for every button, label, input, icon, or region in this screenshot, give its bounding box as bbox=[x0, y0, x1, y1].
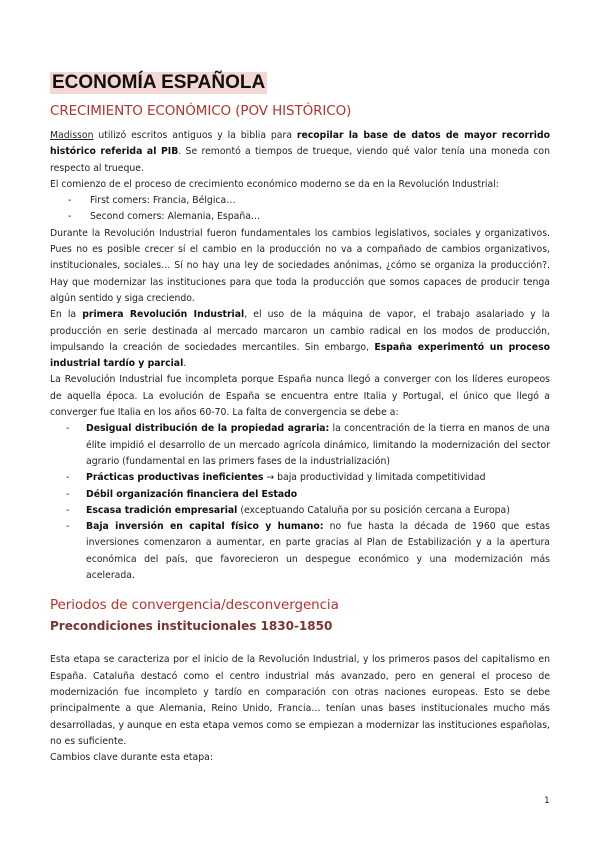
page-number: 1 bbox=[544, 796, 550, 806]
causes-list bbox=[50, 421, 550, 584]
document-title: ECONOMÍA ESPAÑOLA bbox=[52, 72, 266, 93]
author-name: Madisson bbox=[50, 130, 94, 141]
text-span: En la bbox=[50, 309, 83, 321]
paragraph-madisson bbox=[50, 128, 550, 177]
list-item: - Second comers: Alemania, España… bbox=[68, 211, 261, 223]
text-span: , el uso de la máquina de vapor, el trabajo asalariado y la producción en serie destinada al mercado marcaron un cambio radical en los modos de producción, impulsando la creación de sociedades mercantiles. Sin embargo, bbox=[50, 309, 550, 353]
section-heading-crecimiento: CRECIMIENTO ECONÓMICO (POV HISTÓRICO) bbox=[50, 103, 352, 119]
section-heading-periodos: Periodos de convergencia/desconvergencia bbox=[50, 597, 339, 614]
bold-span: primera Revolución Industrial bbox=[82, 309, 245, 321]
text-span: → baja productividad y limitada competitividad bbox=[263, 472, 486, 484]
paragraph-primera-revolucion bbox=[50, 307, 550, 372]
list-item-text: First comers: Francia, Bélgica… bbox=[90, 195, 236, 207]
paragraph-cambios-clave: Cambios clave durante esta etapa: bbox=[50, 752, 213, 764]
list-item: - Débil organización financiera del Estado bbox=[66, 488, 298, 500]
page-content bbox=[50, 72, 550, 766]
bold-span: Prácticas productivas ineficientes bbox=[86, 472, 264, 484]
list-item-text: Second comers: Alemania, España… bbox=[90, 211, 261, 223]
text-span: la concentración de la tierra en manos de una élite impidió el desarrollo de un mercado agrícola dinámico, limitando la modernización del sector agrario (fundamental en las primers fases de la industrialización) bbox=[86, 423, 550, 467]
list-item: - Prácticas productivas ineficientes → baja productividad y limitada competitividad bbox=[66, 472, 486, 484]
list-item: - Baja inversión en capital físico y humano: no fue hasta la década de 1960 que estas inversiones comenzaron a aumentar, en parte gracias al Plan de Estabilización y a la apertura económica del país, que favorecieron un despegue económico y una modernización más acelerada. bbox=[66, 521, 550, 582]
paragraph-comienzo: El comienzo de el proceso de crecimiento económico moderno se da en la Revolución Industrial: bbox=[50, 178, 499, 190]
text-span: . bbox=[183, 358, 187, 370]
paragraph-incompleta: La Revolución Industrial fue incompleta porque España nunca llegó a converger con los líderes europeos de aquella época. La evolución de España se encuentra entre Italia y Portugal, el único que llegó a converger fue Italia en los años 60-70. La falta de convergencia se debe a: bbox=[50, 374, 550, 419]
bold-span: Débil organización financiera del Estado bbox=[86, 488, 298, 500]
bold-span: Baja inversión en capital físico y humano: bbox=[86, 521, 324, 533]
paragraph-cambios: Durante la Revolución Industrial fueron fundamentales los cambios legislativos, sociales y organizativos. Pues no es posible crecer sí el cambio en la producción no va a compañado de cambios organizativos, institucionales, sociales… Sí no hay una ley de sociedades anónimas, ¿cómo se organiza la producción?. Hay que modernizar las instituciones para que toda la producción que somos capaces de producir tenga algún sentido y siga creciendo. bbox=[50, 227, 550, 304]
list-item: - Escasa tradición empresarial (exceptuando Cataluña por su posición cercana a Europa) bbox=[66, 504, 510, 516]
text-span: utilizó escritos antiguos y la biblia para bbox=[93, 130, 297, 141]
subsection-heading-precondiciones: Precondiciones institucionales 1830-1850 bbox=[50, 619, 333, 634]
bold-span: recopilar la base de datos de mayor recorrido histórico referida al PIB bbox=[50, 130, 550, 158]
bold-span: Desigual distribución de la propiedad agraria: bbox=[86, 423, 330, 435]
bold-span: España experimentó un proceso industrial tardío y parcial bbox=[50, 341, 551, 370]
text-span: no fue hasta la década de 1960 que estas inversiones comenzaron a aumentar, en parte gracias al Plan de Estabilización y a la apertura económica del país, que favorecieron un despegue económico y una modernización más acelerada. bbox=[86, 521, 550, 582]
comers-list bbox=[50, 193, 550, 226]
bold-span: Escasa tradición empresarial bbox=[86, 504, 238, 516]
paragraph-etapa: Esta etapa se caracteriza por el inicio de la Revolución Industrial, y los primeros pasos del capitalismo en España. Cataluña destacó como el centro industrial más avanzado, pero en general el proceso de modernización fue incompleto y tardío en comparación con otras naciones europeas. Esto se debe principalmente a que Alemania, Reino Unido, Francia… tenían unas bases institucionales mucho más desarrolladas, y aunque en esta etapa vemos como se empiezan a modernizar las instituciones españolas, no es suficiente. bbox=[50, 654, 550, 747]
list-item: - First comers: Francia, Bélgica… bbox=[68, 195, 236, 207]
text-span: . Se remontó a tiempos de trueque, viendo qué valor tenía una moneda con respecto al trueque. bbox=[50, 146, 550, 174]
list-item: - Desigual distribución de la propiedad agraria: la concentración de la tierra en manos de una élite impidió el desarrollo de un mercado agrícola dinámico, limitando la modernización del sector agrario (fundamental en las primers fases de la industrialización) bbox=[66, 423, 550, 467]
text-span: (exceptuando Cataluña por su posición cercana a Europa) bbox=[237, 504, 510, 516]
